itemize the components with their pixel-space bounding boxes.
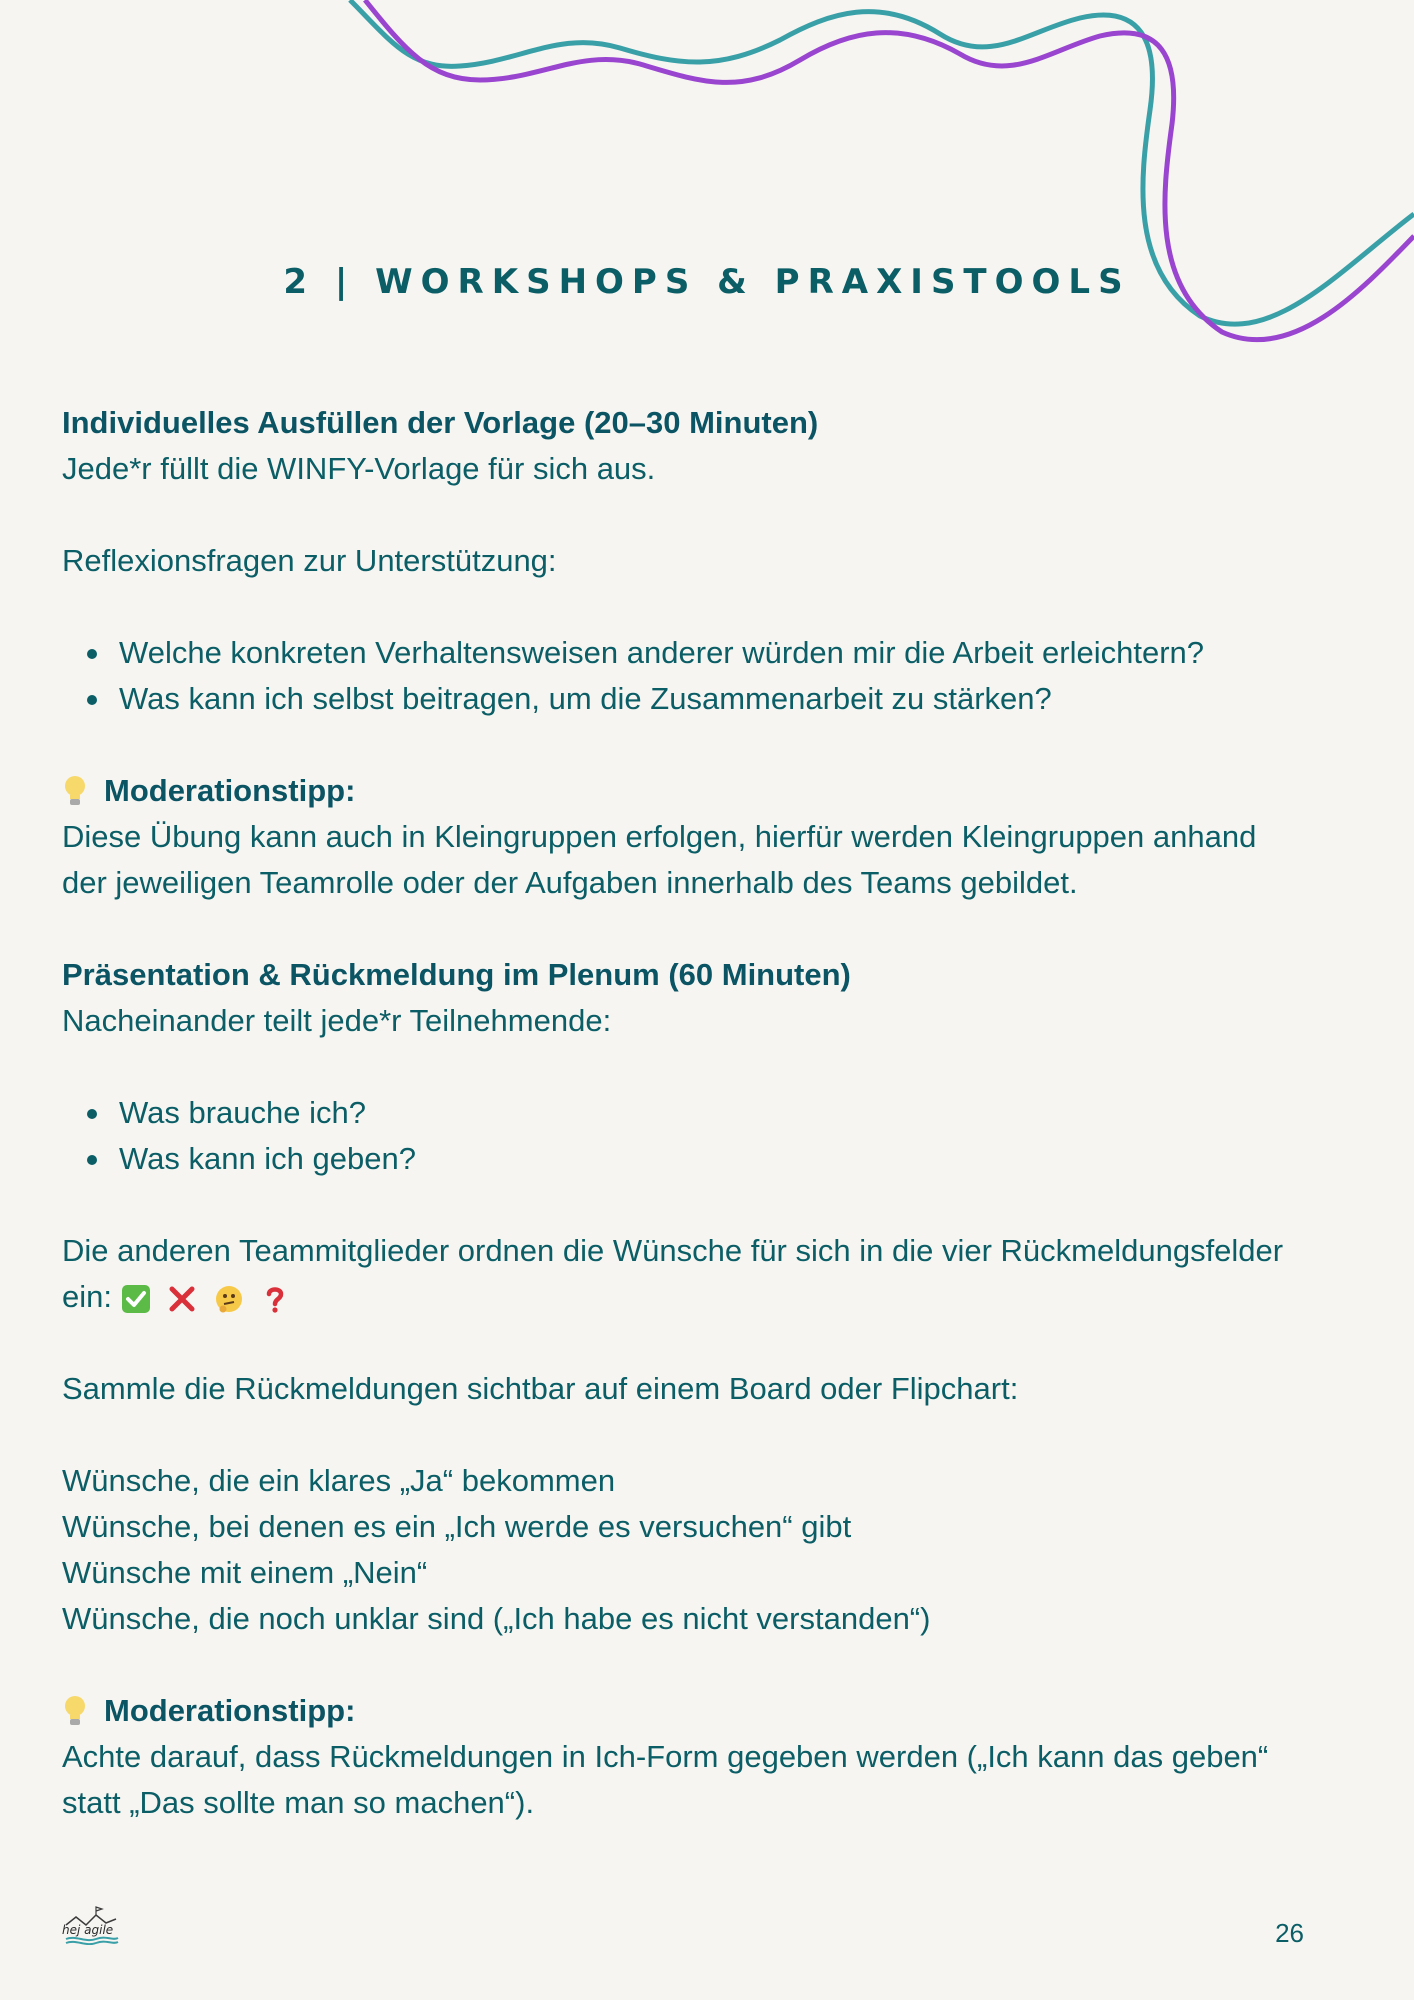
wish-line: Wünsche mit einem „Nein“ bbox=[62, 1555, 428, 1590]
wish-line: Wünsche, die noch unklar sind („Ich habe es nicht verstanden“) bbox=[62, 1601, 931, 1636]
moderation-tip-2 bbox=[62, 1688, 1352, 1734]
tip-label: Moderationstipp: bbox=[104, 1693, 356, 1728]
questions-label: Reflexionsfragen zur Unterstützung: bbox=[62, 543, 557, 578]
feedback-icons-line bbox=[62, 1274, 1352, 1320]
questions-list bbox=[62, 630, 1352, 722]
section2-intro: Nacheinander teilt jede*r Teilnehmende: bbox=[62, 1003, 612, 1038]
feedback-text: ein: bbox=[62, 1279, 112, 1314]
section2-heading: Präsentation & Rückmeldung im Plenum (60 Minuten) bbox=[62, 957, 851, 992]
lightbulb-icon bbox=[62, 774, 88, 808]
page-number: 26 bbox=[1275, 1918, 1304, 1948]
page-title: 2 | WORKSHOPS & PRAXISTOOLS bbox=[283, 262, 1131, 302]
share-list bbox=[62, 1090, 1352, 1182]
thinking-icon bbox=[214, 1284, 244, 1314]
list-item: Was brauche ich? bbox=[62, 1090, 1352, 1136]
section1-heading: Individuelles Ausfüllen der Vorlage (20–30 Minuten) bbox=[62, 405, 819, 440]
wish-line: Wünsche, bei denen es ein „Ich werde es versuchen“ gibt bbox=[62, 1509, 852, 1544]
wish-line: Wünsche, die ein klares „Ja“ bekommen bbox=[62, 1463, 616, 1498]
section1-intro: Jede*r füllt die WINFY-Vorlage für sich aus. bbox=[62, 451, 656, 486]
moderation-tip-1 bbox=[62, 768, 1352, 814]
check-icon bbox=[121, 1284, 151, 1314]
main-content bbox=[62, 400, 1352, 1826]
cross-icon bbox=[167, 1284, 197, 1314]
collect-text: Sammle die Rückmeldungen sichtbar auf einem Board oder Flipchart: bbox=[62, 1371, 1019, 1406]
decorative-waves bbox=[0, 0, 1414, 360]
tip-text-line: statt „Das sollte man so machen“). bbox=[62, 1785, 535, 1820]
tip-text-line: Achte darauf, dass Rückmeldungen in Ich-Form gegeben werden („Ich kann das geben“ bbox=[62, 1739, 1269, 1774]
tip-text-line: der jeweiligen Teamrolle oder der Aufgaben innerhalb des Teams gebildet. bbox=[62, 865, 1078, 900]
feedback-text: Die anderen Teammitglieder ordnen die Wünsche für sich in die vier Rückmeldungsfelder bbox=[62, 1233, 1284, 1268]
lightbulb-icon bbox=[62, 1694, 88, 1728]
logo-text: hej agile bbox=[62, 1923, 114, 1937]
tip-text-line: Diese Übung kann auch in Kleingruppen erfolgen, hierfür werden Kleingruppen anhand bbox=[62, 819, 1257, 854]
tip-label: Moderationstipp: bbox=[104, 773, 356, 808]
question-icon bbox=[260, 1284, 290, 1314]
list-item: Was kann ich geben? bbox=[62, 1136, 1352, 1182]
list-item: Welche konkreten Verhaltensweisen anderer würden mir die Arbeit erleichtern? bbox=[62, 630, 1352, 676]
list-item: Was kann ich selbst beitragen, um die Zusammenarbeit zu stärken? bbox=[62, 676, 1352, 722]
